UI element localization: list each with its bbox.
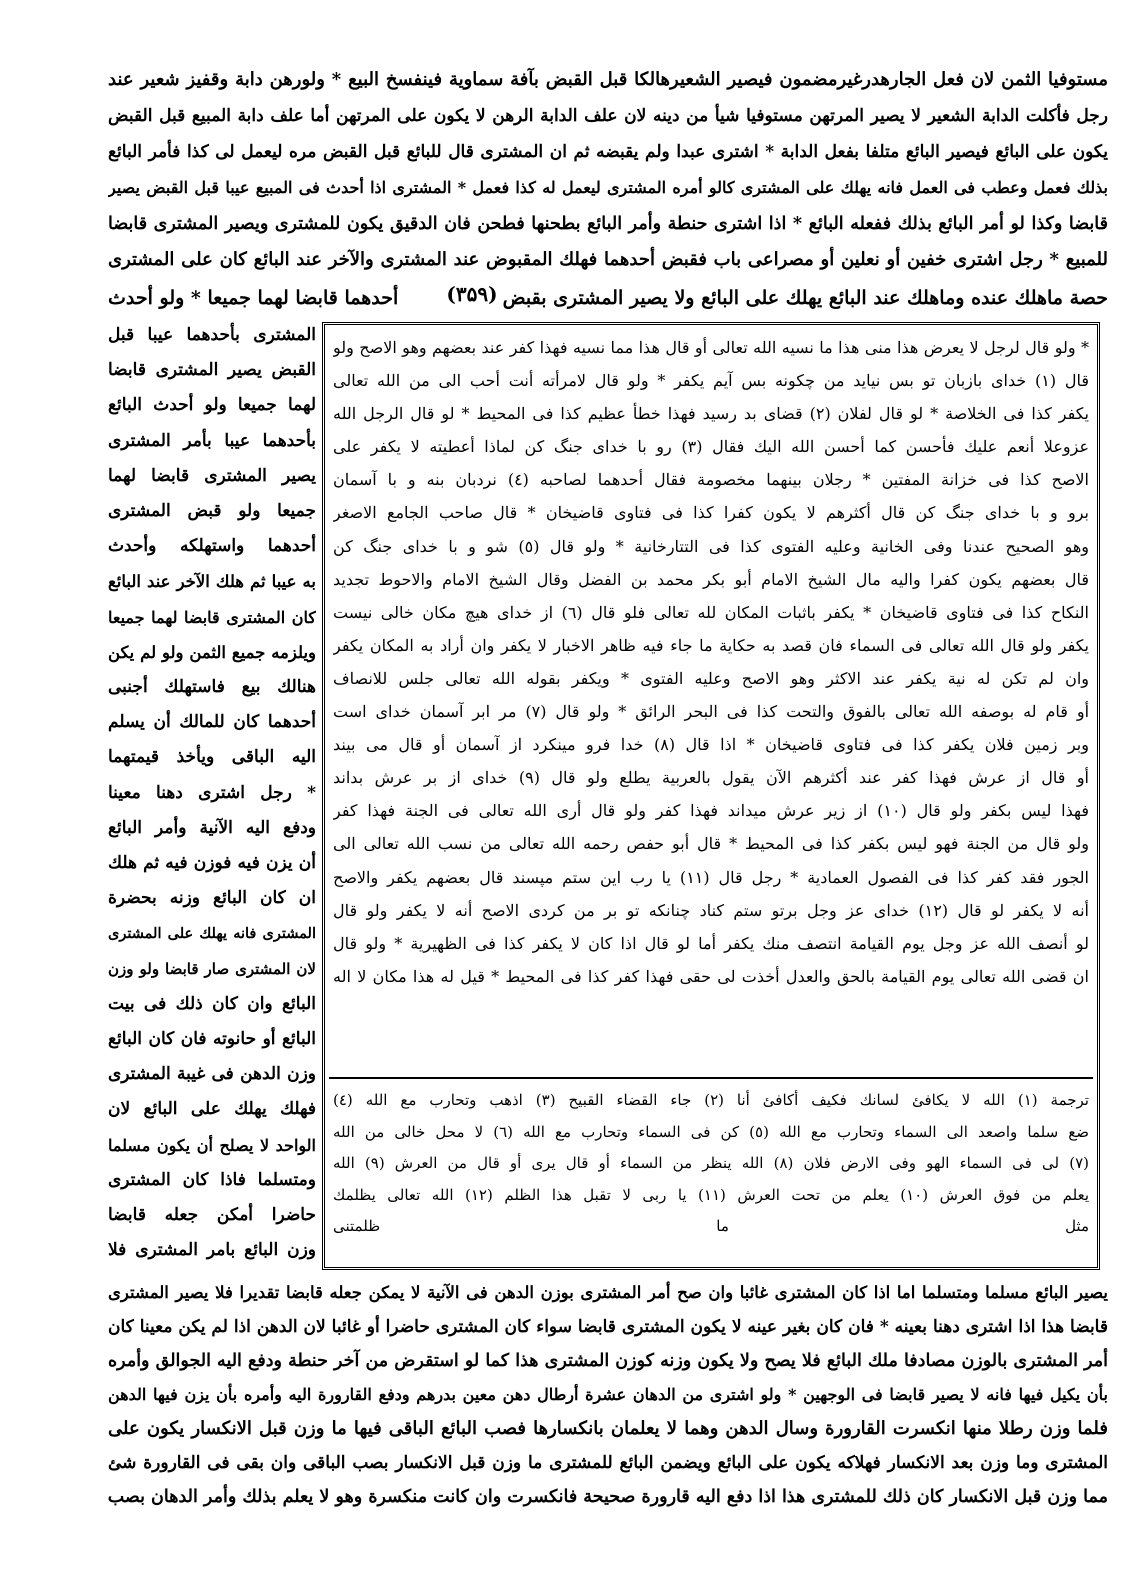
side-text-line: ومتسلما فاذا كان المشترى: [108, 1169, 316, 1190]
commentary-line: عزوعلا أنعم عليك فأحسن كما أحسن الله اليك فقال (٣) رو با خداى جنگ كن لماذا أعطيته لا يكفر على: [333, 437, 1089, 457]
translation-line: ضع سلما واصعد الى السماء وتحارب مع الله (٥) كن فى السماء وتحارب مع الله (٦) لا محل خالى من الله: [333, 1122, 1089, 1141]
side-text-line: المشترى بأحدهما عيبا قبل: [108, 325, 316, 345]
text-line: بذلك فعمل وعطب فى العمل فانه يهلك على المشترى كالو أمره المشترى ليعمل له كذا فعمل * المشترى اذا أحدث فى المبيع عيبا قبل القبض يصير: [108, 178, 1108, 197]
side-text-line: وزن البائع بامر المشترى فلا: [108, 1240, 316, 1261]
side-text-line: حاضرا أمكن جعله قابضا: [108, 1205, 316, 1226]
side-text-line: أحدهما كان للمالك أن يسلم: [108, 712, 316, 733]
frame-divider: [329, 1077, 1093, 1079]
commentary-line: أنه لا يكفر لو قال (١٢) خداى عز وجل برتو ستم كناد چنانكه تو بر من كردى الاصح أنه لا يكفر ولو قال: [333, 900, 1089, 920]
side-text-line: فهلك يهلك على البائع لان: [108, 1099, 316, 1120]
side-text-line: ان كان البائع وزنه بحضرة: [108, 888, 316, 909]
commentary-line: النكاح كذا فى فتاوى قاضيخان * يكفر باثبات المكان لله تعالى فلو قال (٦) از خداى هيچ مكان خالى نيست: [333, 602, 1089, 622]
side-text-line: * رجل اشترى دهنا معينا: [108, 782, 316, 803]
text-line: للمبيع * رجل اشترى خفين أو نعلين أو مصراعى باب فقبض أحدهما فهلك المقبوض عند المشترى والآخر عند البائع كان على المشترى: [108, 249, 1108, 270]
side-text-line: وزن الدهن فى غيبة المشترى: [108, 1064, 316, 1085]
commentary-text: [333, 331, 1089, 993]
commentary-line: فهذا ليس بكفر ولو قال (١٠) از زير عرش ميداند فهذا كفر ولو قال أرى الله تعالى فى الجنة فهذا كفر: [333, 801, 1089, 821]
side-text-line: القبض يصير المشترى قابضا: [108, 360, 316, 381]
translation-line: يعلم من فوق العرش (١٠) يعلم من تحت العرش (١١) يا ربى لا تقبل هذا الظلم (١٢) الله تعالى يظلمك: [333, 1185, 1089, 1204]
page-number: (۳۵۹): [446, 282, 498, 306]
commentary-line: أو قال از عرش فهذا كفر عند أكثرهم الآن يقول بالعربية يطلع ولو قال (٩) خداى از بر عرش بداند: [333, 768, 1089, 788]
commentary-line: يكفر ولو قال الله تعالى فى السماء فان قصد به حكاية ما جاء فيه ظاهر الاخبار لا يكفر وان أراد به المكان يكفر: [333, 635, 1089, 655]
commentary-line: لو أنصف الله عز وجل يوم القيامة انتصف منك يكفر أما لو قال اذا كان لا يكفر كذا فى الظهيرية * ولو قال: [333, 933, 1089, 953]
side-text-line: لان المشترى صار قابضا ولو وزن: [108, 959, 316, 978]
commentary-line: ان قضى الله تعالى يوم القيامة بالحق والعدل أخذت لى حقى فهذا كفر كذا فى المحيط * قيل له هذا مكان لا اله: [333, 966, 1089, 986]
text-line: قابضا هذا اذا اشترى دهنا بعينه * فان كان بغير عينه لا يكون المشترى قابضا سواء كان المشترى حاضرا أو غائبا لان الدهن اذا لم يكن معينا كان: [108, 1317, 1108, 1337]
side-text-line: المشترى فانه يهلك على المشترى: [108, 925, 316, 943]
side-text-line: كان المشترى قابضا لهما جميعا: [108, 607, 316, 627]
side-text-line: البائع أو حانوته فان كان البائع: [108, 1029, 316, 1050]
bottom-text-block: [108, 1276, 1108, 1514]
text-line: مستوفيا الثمن لان فعل الجارهدرغيرمضمون فيصير الشعيرهالكا قبل القبض بآفة سماوية فينفسخ البيع * ولورهن دابة وقفيز شعير عند: [108, 69, 1108, 90]
side-text-line: هنالك بيع فاستهلك أجنبى: [108, 677, 316, 698]
text-line: رجل فأكلت الدابة الشعير لا يصير المرتهن مستوفيا شيأ من دينه لان علف الدابة الرهن لا يكون على المرتهن أما علف دابة المبيع قبل القبض: [108, 106, 1108, 126]
side-column: [108, 318, 316, 1268]
side-text-line: جميعا ولو قبض المشترى: [108, 501, 316, 522]
side-text-line: أحدهما واستهلكه وأحدث: [108, 536, 316, 557]
text-line: بأن يكيل فيها فانه لا يصير قابضا فى الوجهين * ولو اشترى من الدهان عشرة أرطال دهن معين بدرهم ودفع القارورة اليه وأمره بأن يزن فيها الدهن: [108, 1385, 1108, 1404]
top-last-line-right: حصة ماهلك عنده وماهلك عند البائع يهلك على البائع ولا يصير المشترى بقبض: [502, 287, 1108, 309]
side-text-line: اليه الباقى ويأخذ قيمتهما: [108, 747, 316, 768]
top-last-line-left: أحدهما قابضا لهما جميعا * ولو أحدث: [108, 287, 399, 309]
text-line: المشترى وما وزن بعد الانكسار فهلاكه يكون على البائع ويضمن البائع للمشترى ما وزن قبل الانكسار بصب الباقى وان بقى فى القارورة شئ: [108, 1453, 1108, 1473]
text-line: فلما وزن رطلا منها انكسرت القارورة وسال الدهن وهما لا يعلمان بانكسارها فصب البائع الباقى فيها ما وزن قبل الانكسار يكون على: [108, 1418, 1108, 1439]
side-text-line: الواحد لا يصلح أن يكون مسلما: [108, 1135, 316, 1155]
commentary-line: ولو قال من الجنة فهو ليس بكفر كذا فى المحيط * قال أبو حفص رحمه الله تعالى من نسب الله تعالى الى: [333, 834, 1089, 854]
commentary-line: برو و با خداى جنگ كن قال أكثرهم لا يكون كفرا كذا فى فتاوى قاضيخان * قال صاحب الجامع الاصغر: [333, 503, 1089, 523]
text-line: يكون على البائع فيصير البائع متلفا بفعل الدابة * اشترى عبدا ولم يقبضه ثم ان المشترى قال للبائع قبل القبض مره ليعمل لى كذا فأمر البائع: [108, 142, 1108, 162]
translation-notes: [333, 1085, 1089, 1243]
text-line: قابضا وكذا لو أمر البائع بذلك ففعله البائع * اذا اشترى حنطة وأمر البائع بطحنها فطحن فان الدقيق يكون للمشترى ويصير المشترى قابضا: [108, 214, 1108, 234]
side-text-line: أن يزن فيه فوزن فيه ثم هلك: [108, 853, 316, 874]
commentary-line: الجور فقد كفر كذا فى الفصول العمادية * رجل قال (١١) يا رب اين ستم مپسند قال بعضهم يكفر والاصح: [333, 867, 1089, 887]
text-line: يصير البائع مسلما ومتسلما اما اذا كان المشترى غائبا وان صح أمر المشترى بوزن الدهن فى الآنية لا يمكن جعله قابضا تقديرا فلا يصير المشترى: [108, 1283, 1108, 1302]
top-text-block: [108, 62, 1108, 278]
commentary-line: وان لم تكن له نية يكفر عند الاكثر وهو الاصح وعليه الفتوى * ويكفر بقوله الله تعالى جلس للانصاف: [333, 668, 1089, 688]
commentary-line: قال (١) خداى بازبان تو بس نيايد من چكونه بس آيم يكفر * ولو قال لامرأته أنت أحب الى من الله تعالى: [333, 371, 1089, 391]
commentary-line: الاصح كذا فى خزانة المفتين * رجلان بينهما مخصومة فقال أحدهما لصاحبه (٤) نردبان بنه و با آسمان: [333, 470, 1089, 490]
commentary-line: أو قام له بوصفه الله تعالى بالفوق والتحت كذا فى البحر الرائق * ولو قال (٧) مر ابر آسمان خداى است: [333, 702, 1089, 722]
side-text-line: به عيبا ثم هلك الآخر عند البائع: [108, 572, 316, 592]
commentary-frame: [322, 322, 1100, 1270]
commentary-line: وبر زمين فلان يكفر كذا فى فتاوى قاضيخان * اذا قال (٨) خدا فرو مينكرد از آسمان أو قال مى بيند: [333, 735, 1089, 755]
side-text-line: بأحدهما عيبا بأمر المشترى: [108, 430, 316, 451]
side-text-line: ويلزمه جميع الثمن ولو لم يكن: [108, 642, 316, 662]
side-text-line: يصير المشترى قابضا لهما: [108, 465, 316, 486]
side-text-line: ودفع اليه الآنية وأمر البائع: [108, 817, 316, 838]
commentary-line: يكفر كذا فى الخلاصة * لو قال لفلان (٢) قضاى بد رسيد فهذا خطأ عظيم كذا فى المحيط * لو قال الرجل الله: [333, 404, 1089, 424]
text-line: مما وزن قبل الانكسار كان ذلك للمشترى هذا اذا دفع اليه قارورة صحيحة فانكسرت وان كانت منكسرة وهو لا يعلم بذلك وأمر الدهان بصب: [108, 1487, 1108, 1507]
side-text-line: البائع وان كان ذلك فى بيت: [108, 993, 316, 1014]
commentary-line: وهو الصحيح عندنا وفى الخانية وعليه الفتوى كذا فى التتارخانية * ولو قال (٥) شو و با خداى جنگ كن: [333, 536, 1089, 556]
text-line: أمر المشترى بالوزن مصادفا ملك البائع فلا يصح ولا يكون وزنه كوزن المشترى هذا كما لو استقرض من آخر حنطة ودفع اليه الجوالق وأمره: [108, 1351, 1108, 1371]
translation-line: (٧) لى فى السماء الهو وفى الارض فلان (٨) الله ينظر من السماء أو قال يرى أو قال من العرش (٩) الله: [333, 1154, 1089, 1172]
commentary-line: قال بعضهم يكون كفرا واليه مال الشيخ الامام أبو بكر محمد بن الفضل وقال الشيخ الامام والاحوط تجديد: [333, 569, 1089, 589]
side-text-line: لهما جميعا ولو أحدث البائع: [108, 395, 316, 416]
commentary-line: * ولو قال لرجل لا يعرض هذا منى هذا ما نسيه الله تعالى أو قال هذا مما نسيه فهذا كفر عند بعضهم وهو الاصح ولو: [333, 338, 1089, 357]
translation-line: مثل ما ظلمتنى: [333, 1217, 1089, 1235]
translation-line: ترجمة (١) الله لا يكافئ لسانك فكيف أكافئ أنا (٢) جاء القضاء القبيح (٣) اذهب وتحارب مع الله (٤): [333, 1091, 1089, 1109]
